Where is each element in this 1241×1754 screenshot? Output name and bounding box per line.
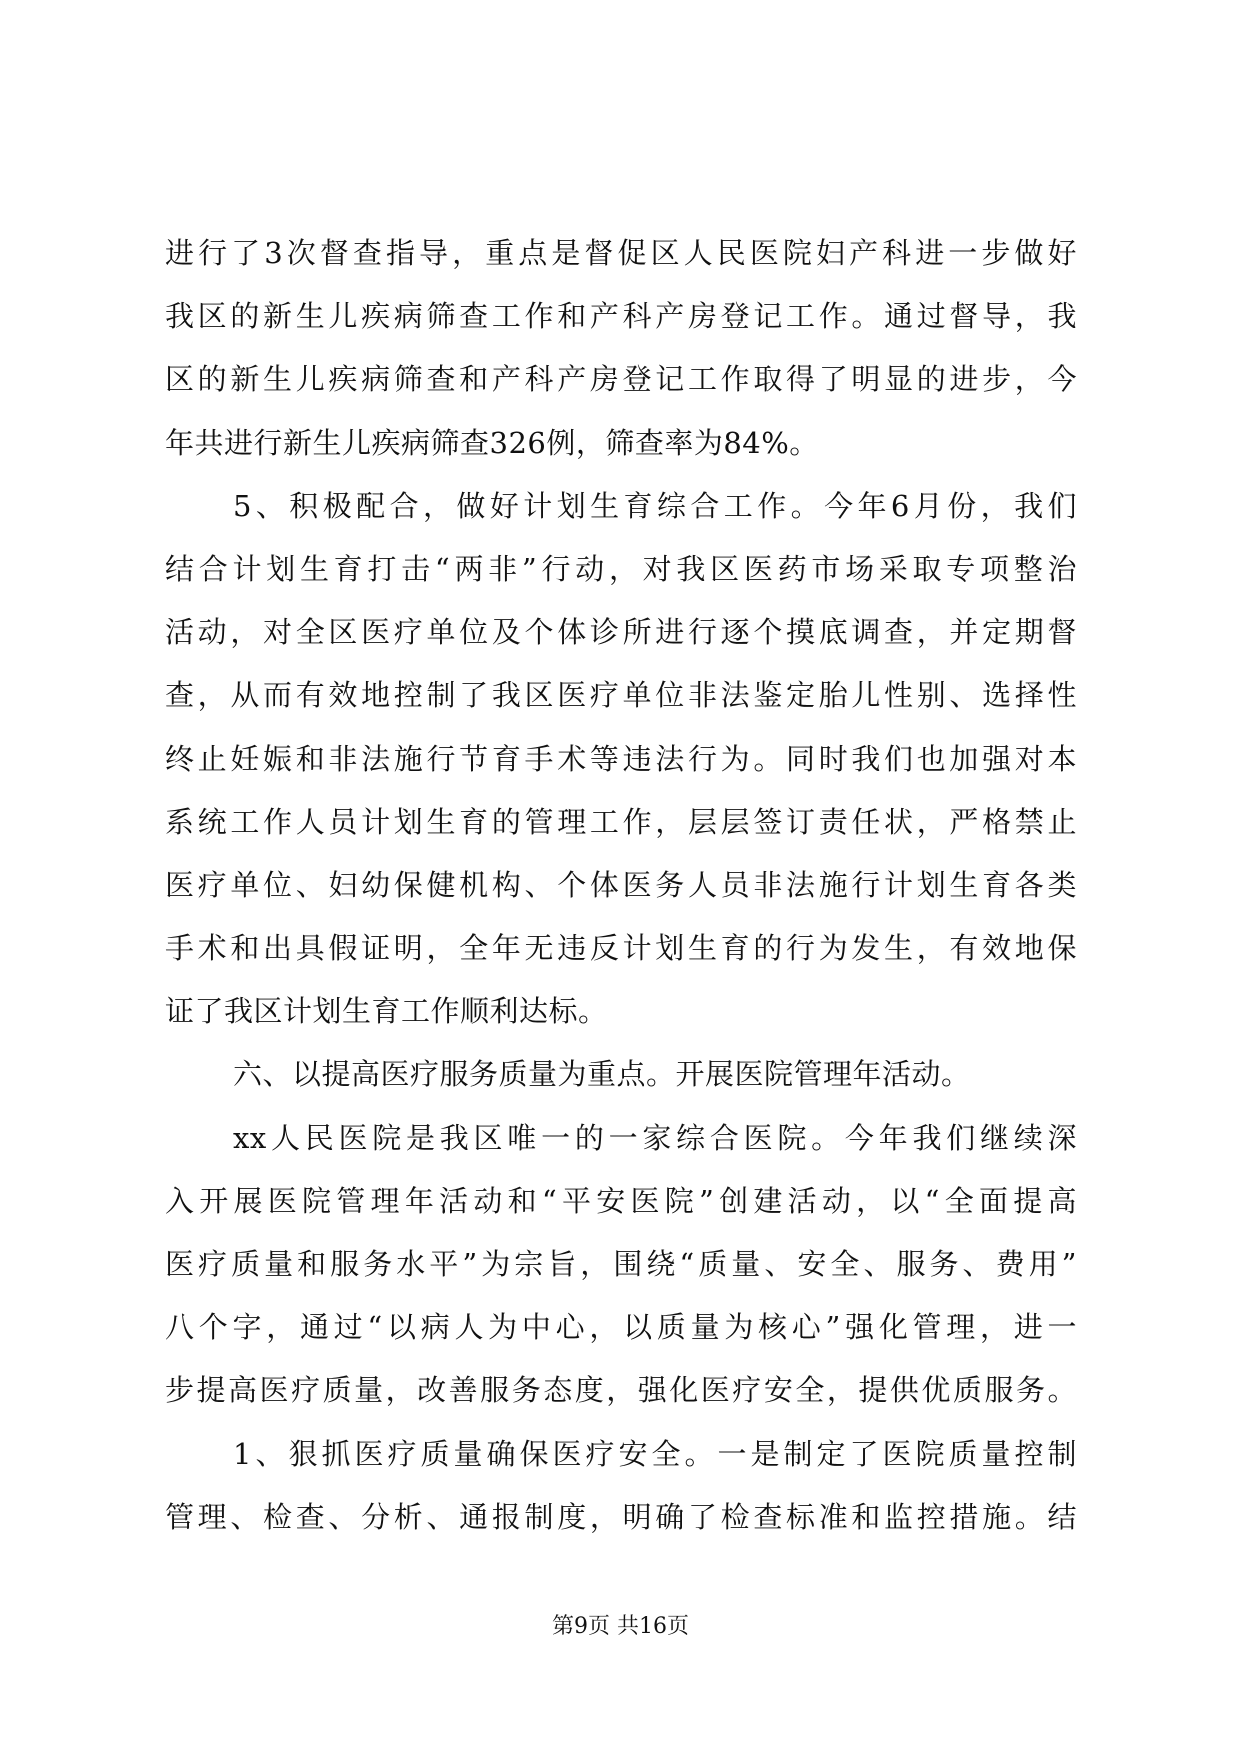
text-line: 我区的新生儿疾病筛查工作和产科产房登记工作。通过督导，我 bbox=[165, 299, 1077, 334]
text-line: 结合计划生育打击“两非”行动，对我区医药市场采取专项整治 bbox=[165, 551, 1077, 586]
text-line: 步提高医疗质量，改善服务态度，强化医疗安全，提供优质服务。 bbox=[165, 1373, 1077, 1408]
text-line: 1、狠抓医疗质量确保医疗安全。一是制定了医院质量控制 bbox=[233, 1436, 1077, 1471]
text-line: 管理、检查、分析、通报制度，明确了检查标准和监控措施。结 bbox=[165, 1499, 1077, 1534]
text-line: 医疗单位、妇幼保健机构、个体医务人员非法施行计划生育各类 bbox=[165, 867, 1077, 902]
text-line: 医疗质量和服务水平”为宗旨，围绕“质量、安全、服务、费用” bbox=[165, 1247, 1077, 1281]
text-line: 证了我区计划生育工作顺利达标。 bbox=[165, 994, 608, 1029]
text-line: 手术和出具假证明，全年无违反计划生育的行为发生，有效地保 bbox=[165, 931, 1077, 966]
text-line: 区的新生儿疾病筛查和产科产房登记工作取得了明显的进步，今 bbox=[165, 362, 1077, 397]
body-text bbox=[165, 222, 1077, 1549]
text-line: 入开展医院管理年活动和“平安医院”创建活动，以“全面提高 bbox=[165, 1183, 1077, 1218]
text-line: 八个字，通过“以病人为中心，以质量为核心”强化管理，进一 bbox=[165, 1310, 1077, 1345]
text-line: 查，从而有效地控制了我区医疗单位非法鉴定胎儿性别、选择性 bbox=[165, 678, 1077, 713]
text-line: 5、积极配合，做好计划生育综合工作。今年6月份，我们 bbox=[233, 488, 1077, 523]
section-heading: 六、以提高医疗服务质量为重点。开展医院管理年活动。 bbox=[233, 1057, 971, 1092]
text-line: 终止妊娠和非法施行节育手术等违法行为。同时我们也加强对本 bbox=[165, 741, 1077, 776]
page-number-footer: 第9页 共16页 bbox=[552, 1614, 689, 1639]
text-line: 进行了3次督查指导，重点是督促区人民医院妇产科进一步做好 bbox=[165, 236, 1077, 270]
text-line: 系统工作人员计划生育的管理工作，层层签订责任状，严格禁止 bbox=[165, 804, 1077, 839]
text-line: 年共进行新生儿疾病筛查326例，筛查率为84%。 bbox=[165, 425, 819, 460]
text-line: 活动，对全区医疗单位及个体诊所进行逐个摸底调查，并定期督 bbox=[165, 615, 1077, 650]
text-line: xx人民医院是我区唯一的一家综合医院。今年我们继续深 bbox=[233, 1120, 1077, 1155]
